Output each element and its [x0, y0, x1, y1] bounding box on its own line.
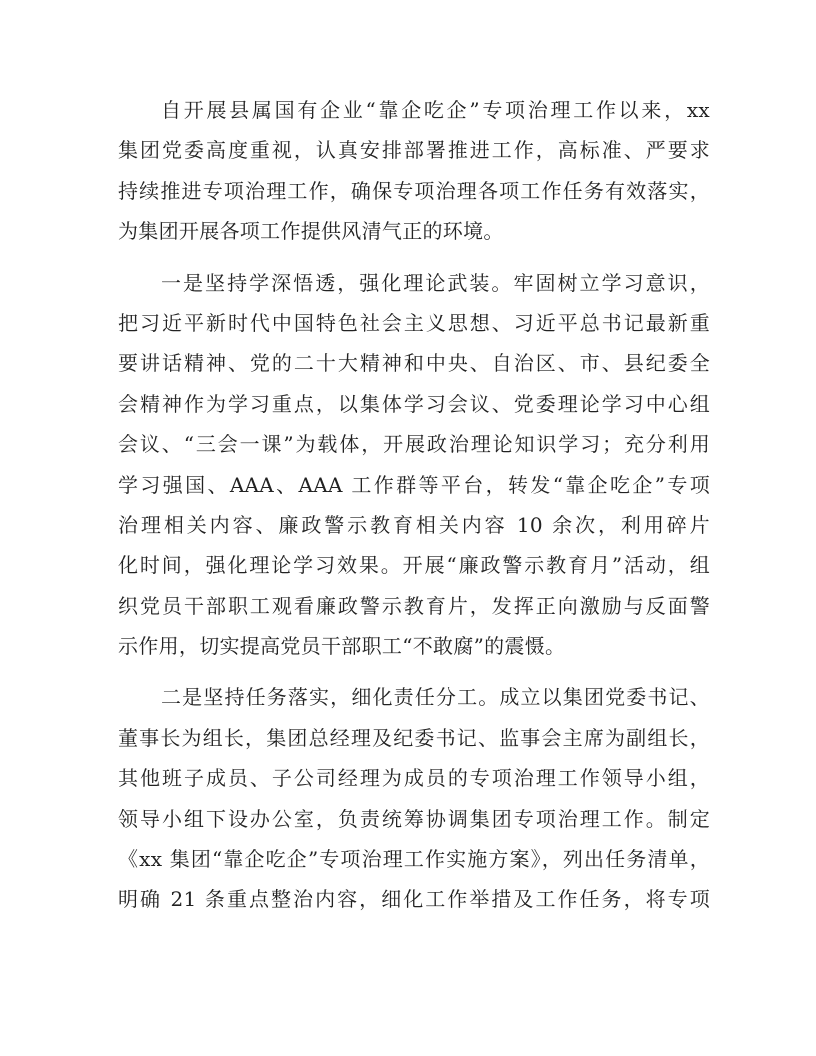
text-line: 学习强国、AAA、AAA 工作群等平台，转发“靠企吃企”专项 — [118, 472, 710, 497]
text-line: 要讲话精神、党的二十大精神和中央、自治区、市、县纪委全 — [118, 351, 710, 376]
text-line: 一是坚持学深悟透，强化理论武装。牢固树立学习意识， — [161, 270, 710, 295]
text-line: 会议、“三会一课”为载体，开展政治理论知识学习；充分利用 — [118, 432, 710, 457]
paragraph-tasks — [118, 677, 710, 919]
text-line: 明确 21 条重点整治内容，细化工作举措及工作任务，将专项 — [118, 887, 710, 912]
paragraph-study — [118, 263, 710, 667]
text-line: 织党员干部职工观看廉政警示教育片，发挥正向激励与反面警 — [118, 593, 710, 618]
text-line: 集团党委高度重视，认真安排部署推进工作，高标准、严要求 — [118, 138, 710, 163]
text-line: 领导小组下设办公室，负责统筹协调集团专项治理工作。制定 — [118, 806, 710, 831]
text-line: 持续推进专项治理工作，确保专项治理各项工作任务有效落实， — [118, 178, 710, 203]
text-line: 把习近平新时代中国特色社会主义思想、习近平总书记最新重 — [118, 310, 710, 335]
text-line: 董事长为组长，集团总经理及纪委书记、监事会主席为副组长， — [118, 725, 710, 750]
text-line: 二是坚持任务落实，细化责任分工。成立以集团党委书记、 — [161, 685, 710, 710]
text-line: 会精神作为学习重点，以集体学习会议、党委理论学习中心组 — [118, 391, 710, 416]
text-line: 其他班子成员、子公司经理为成员的专项治理工作领导小组， — [118, 766, 710, 791]
text-line: 为集团开展各项工作提供风清气正的环境。 — [118, 219, 504, 244]
text-line: 《xx 集团“靠企吃企”专项治理工作实施方案》，列出任务清单， — [118, 847, 710, 872]
text-line: 治理相关内容、廉政警示教育相关内容 10 余次，利用碎片 — [118, 512, 710, 537]
text-line: 示作用，切实提高党员干部职工“不敢腐”的震慑。 — [118, 634, 566, 659]
text-line: 自开展县属国有企业“靠企吃企”专项治理工作以来，xx — [161, 98, 710, 122]
document-page — [118, 90, 710, 931]
paragraph-intro — [118, 90, 710, 252]
text-line: 化时间，强化理论学习效果。开展“廉政警示教育月”活动，组 — [118, 553, 710, 578]
